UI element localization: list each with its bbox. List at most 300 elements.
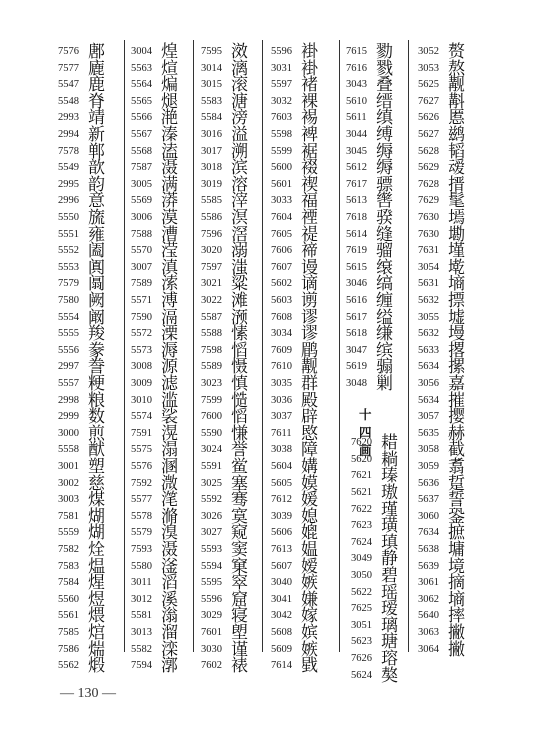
entry-number: 5632 xyxy=(418,328,439,340)
entry-number: 7591 xyxy=(131,427,152,439)
entry-character: 戮 xyxy=(376,58,393,79)
entry-number: 7590 xyxy=(131,311,152,323)
entry-character: 璈 xyxy=(381,483,398,503)
entry-number: 7606 xyxy=(271,245,292,257)
entry-character: 撂 xyxy=(448,340,465,361)
entry-character: 滟 xyxy=(161,108,178,129)
entry-number: 7624 xyxy=(351,536,372,548)
entry-character: 慆 xyxy=(231,407,248,428)
entry-character: 滍 xyxy=(231,257,248,278)
entry-character: 摧 xyxy=(448,390,465,411)
entry-character: 溽 xyxy=(161,340,178,361)
entry-number: 5606 xyxy=(271,527,292,539)
entry-character: 漷 xyxy=(161,656,178,677)
entry-number: 5555 xyxy=(58,328,79,340)
entry-number: 3008 xyxy=(131,361,152,373)
entry-number: 3006 xyxy=(131,212,152,223)
entry-character: 境 xyxy=(448,556,465,577)
entry-number: 7610 xyxy=(271,361,292,373)
entry-character: 瑧 xyxy=(381,466,398,487)
entry-number: 5575 xyxy=(131,444,152,456)
entry-character: 溱 xyxy=(161,125,178,145)
entry-character: 滉 xyxy=(161,423,178,444)
entry-number: 3035 xyxy=(271,378,292,389)
entry-number: 3041 xyxy=(271,593,292,605)
entry-number: 7604 xyxy=(271,212,292,223)
entry-number: 5558 xyxy=(58,444,79,456)
entry-character: 嫁 xyxy=(301,606,318,627)
entry-character: 鹚 xyxy=(448,125,465,145)
entry-number: 7628 xyxy=(418,178,439,190)
entry-number: 5608 xyxy=(271,627,292,638)
entry-number: 3050 xyxy=(351,570,372,581)
entry-character: 瑢 xyxy=(381,649,398,669)
entry-character: 阖 xyxy=(88,241,105,262)
entry-character: 墟 xyxy=(448,307,465,328)
entry-number: 5613 xyxy=(346,195,367,207)
entry-character: 誉 xyxy=(231,440,248,461)
entry-character: 搢 xyxy=(448,174,465,195)
entry-number: 5568 xyxy=(131,145,152,157)
entry-number: 3012 xyxy=(131,593,152,605)
entry-character: 誓 xyxy=(448,490,465,511)
entry-character: 鲎 xyxy=(231,457,248,477)
entry-number: 5571 xyxy=(131,295,152,306)
entry-number: 5548 xyxy=(58,95,79,107)
entry-character: 殿 xyxy=(301,390,318,411)
entry-number: 3051 xyxy=(351,619,372,631)
entry-number: 3007 xyxy=(131,261,152,273)
entry-character: 滇 xyxy=(161,257,178,278)
entry-character: 溜 xyxy=(161,623,178,643)
entry-character: 媾 xyxy=(301,457,318,477)
entry-character: 滤 xyxy=(161,374,178,394)
entry-number: 7589 xyxy=(131,278,152,290)
entry-number: 7625 xyxy=(351,603,372,615)
entry-character: 嫫 xyxy=(301,473,318,494)
entry-number: 7613 xyxy=(271,544,292,555)
entry-number: 3046 xyxy=(346,278,367,290)
entry-number: 3037 xyxy=(271,411,292,423)
entry-character: 煳 xyxy=(88,523,105,544)
entry-number: 7578 xyxy=(58,145,79,157)
entry-character: 溘 xyxy=(161,141,178,162)
entry-character: 漠 xyxy=(161,208,178,228)
entry-character: 静 xyxy=(381,549,398,570)
entry-character: 漓 xyxy=(231,58,248,79)
entry-character: 阘 xyxy=(88,274,105,295)
entry-character: 谫 xyxy=(301,291,318,311)
entry-character: 缢 xyxy=(376,307,393,328)
entry-number: 5610 xyxy=(346,95,367,107)
entry-number: 7614 xyxy=(271,660,292,672)
entry-character: 溥 xyxy=(161,291,178,311)
entry-character: 戥 xyxy=(301,656,318,677)
entry-number: 3033 xyxy=(271,195,292,207)
entry-character: 墐 xyxy=(448,241,465,262)
entry-character: 猷 xyxy=(88,440,105,461)
entry-character: 瑱 xyxy=(381,532,398,553)
entry-character: 滃 xyxy=(161,606,178,627)
entry-character: 溹 xyxy=(161,274,178,295)
entry-number: 3039 xyxy=(271,510,292,522)
entry-number: 7580 xyxy=(58,295,79,306)
entry-number: 3064 xyxy=(418,643,439,655)
entry-character: 辟 xyxy=(301,407,318,428)
entry-number: 5582 xyxy=(131,643,152,655)
entry-number: 3049 xyxy=(351,553,372,565)
entry-character: 禘 xyxy=(301,241,318,262)
entry-number: 5583 xyxy=(201,95,222,107)
entry-number: 5588 xyxy=(201,328,222,340)
entry-character: 斠 xyxy=(448,91,465,112)
entry-number: 3047 xyxy=(346,344,367,356)
entry-character: 骙 xyxy=(376,208,393,228)
entry-character: 慆 xyxy=(231,340,248,361)
entry-number: 5576 xyxy=(131,461,152,472)
entry-character: 缙 xyxy=(376,91,393,112)
entry-number: 7601 xyxy=(201,627,222,638)
entry-character: 粱 xyxy=(231,274,248,295)
entry-character: 缣 xyxy=(376,324,393,345)
entry-number: 7596 xyxy=(201,228,222,240)
entry-character: 媲 xyxy=(301,523,318,544)
entry-character: 骟 xyxy=(376,357,393,378)
entry-number: 5562 xyxy=(58,660,79,672)
entry-character: 煅 xyxy=(88,656,105,677)
entry-number: 7629 xyxy=(418,195,439,207)
entry-number: 5574 xyxy=(131,411,152,423)
entry-number: 5611 xyxy=(346,112,367,124)
entry-number: 7627 xyxy=(418,95,439,107)
entry-number: 5561 xyxy=(58,610,79,622)
entry-number: 7623 xyxy=(351,520,372,532)
entry-number: 2996 xyxy=(58,195,79,207)
entry-number: 7594 xyxy=(131,660,152,672)
entry-number: 7579 xyxy=(58,278,79,290)
entry-character: 滠 xyxy=(161,158,178,179)
entry-character: 璜 xyxy=(381,516,398,537)
entry-number: 7605 xyxy=(271,228,292,240)
entry-character: 韬 xyxy=(448,141,465,162)
entry-number: 7598 xyxy=(201,344,222,356)
entry-character: 墈 xyxy=(448,224,465,245)
entry-character: 滦 xyxy=(161,639,178,660)
entry-number: 5604 xyxy=(271,461,292,472)
entry-character: 阙 xyxy=(88,291,105,311)
entry-character: 煴 xyxy=(88,556,105,577)
entry-character: 截 xyxy=(448,440,465,461)
entry-character: 滧 xyxy=(231,42,248,62)
entry-number: 3030 xyxy=(201,643,222,655)
entry-character: 慈 xyxy=(88,473,105,494)
entry-number: 3063 xyxy=(418,627,439,638)
entry-character: 塞 xyxy=(231,473,248,494)
entry-character: 媪 xyxy=(301,540,318,560)
entry-number: 3036 xyxy=(271,394,292,406)
entry-character: 禊 xyxy=(301,174,318,195)
entry-number: 3040 xyxy=(271,577,292,589)
entry-number: 5624 xyxy=(351,669,372,681)
entry-character: 摽 xyxy=(448,291,465,311)
entry-character: 羧 xyxy=(88,324,105,345)
entry-number: 7615 xyxy=(346,46,367,57)
entry-number: 7619 xyxy=(346,245,367,257)
entry-number: 5591 xyxy=(201,461,222,472)
entry-character: 摞 xyxy=(448,357,465,378)
entry-character: 慑 xyxy=(231,357,248,378)
entry-number: 5620 xyxy=(351,453,372,465)
entry-number: 5573 xyxy=(131,344,152,356)
entry-number: 7609 xyxy=(271,344,292,356)
entry-character: 溏 xyxy=(231,91,248,112)
entry-number: 5600 xyxy=(271,162,292,174)
column-divider xyxy=(339,40,340,652)
entry-character: 豢 xyxy=(88,340,105,361)
entry-number: 3010 xyxy=(131,394,152,406)
entry-character: 寝 xyxy=(231,606,248,627)
entry-number: 3015 xyxy=(201,79,222,91)
entry-character: 窠 xyxy=(231,556,248,577)
entry-character: 煺 xyxy=(161,91,178,112)
entry-character: 粳 xyxy=(88,374,105,394)
entry-character: 滚 xyxy=(231,75,248,96)
entry-number: 5638 xyxy=(418,544,439,555)
entry-number: 5584 xyxy=(201,112,222,124)
entry-character: 煋 xyxy=(88,573,105,594)
entry-character: 叆 xyxy=(448,158,465,179)
entry-number: 5639 xyxy=(418,560,439,572)
entry-number: 7592 xyxy=(131,477,152,489)
entry-number: 7618 xyxy=(346,212,367,223)
entry-character: 滠 xyxy=(161,540,178,560)
entry-number: 5559 xyxy=(58,527,79,539)
entry-number: 3023 xyxy=(201,378,222,389)
entry-number: 3027 xyxy=(201,527,222,539)
entry-character: 旒 xyxy=(88,208,105,228)
entry-number: 5640 xyxy=(418,610,439,622)
entry-character: 溦 xyxy=(161,473,178,494)
entry-number: 3018 xyxy=(201,162,222,174)
entry-number: 3038 xyxy=(271,444,292,456)
entry-character: 滢 xyxy=(161,241,178,262)
entry-character: 瑾 xyxy=(381,499,398,520)
entry-number: 5552 xyxy=(58,245,79,257)
entry-character: 獒 xyxy=(381,665,398,686)
entry-number: 7617 xyxy=(346,178,367,190)
entry-character: 慊 xyxy=(231,423,248,444)
entry-character: 摭 xyxy=(448,523,465,544)
entry-number: 5581 xyxy=(131,610,152,622)
entry-character: 墒 xyxy=(448,589,465,610)
entry-number: 5580 xyxy=(131,560,152,572)
entry-character: 溟 xyxy=(231,208,248,228)
column-divider xyxy=(193,40,194,652)
entry-number: 7588 xyxy=(131,228,152,240)
entry-character: 窦 xyxy=(231,540,248,560)
section-heading: 十四画 xyxy=(359,407,375,459)
entry-character: 摔 xyxy=(448,606,465,627)
entry-number: 5629 xyxy=(418,162,439,174)
entry-number: 3056 xyxy=(418,378,439,389)
entry-character: 溻 xyxy=(161,440,178,461)
entry-character: 骝 xyxy=(376,241,393,262)
entry-character: 愍 xyxy=(301,423,318,444)
entry-character: 滏 xyxy=(161,556,178,577)
entry-number: 5614 xyxy=(346,228,367,240)
entry-character: 裱 xyxy=(231,656,248,677)
entry-number: 5622 xyxy=(351,586,372,598)
entry-character: 缤 xyxy=(376,340,393,361)
entry-character: 銎 xyxy=(448,506,465,527)
entry-number: 2993 xyxy=(58,112,79,124)
entry-character: 煨 xyxy=(88,606,105,627)
entry-number: 5598 xyxy=(271,129,292,140)
entry-number: 5578 xyxy=(131,510,152,522)
entry-number: 7597 xyxy=(201,261,222,273)
entry-character: 剿 xyxy=(376,374,393,394)
entry-character: 谬 xyxy=(301,324,318,345)
entry-number: 7612 xyxy=(271,494,292,506)
entry-number: 3024 xyxy=(201,444,222,456)
entry-character: 粮 xyxy=(88,390,105,411)
entry-number: 3055 xyxy=(418,311,439,323)
entry-number: 5596 xyxy=(201,593,222,605)
entry-character: 窥 xyxy=(231,523,248,544)
entry-number: 5631 xyxy=(418,278,439,290)
entry-number: 7630 xyxy=(418,212,439,223)
entry-number: 5627 xyxy=(418,129,439,140)
column-divider xyxy=(124,40,125,652)
entry-character: 裰 xyxy=(301,158,318,179)
entry-number: 2998 xyxy=(58,394,79,406)
entry-character: 数 xyxy=(88,407,105,428)
entry-character: 缚 xyxy=(376,125,393,145)
entry-character: 阗 xyxy=(88,257,105,278)
entry-number: 5563 xyxy=(131,62,152,74)
entry-character: 裼 xyxy=(301,108,318,129)
entry-number: 7603 xyxy=(271,112,292,124)
entry-character: 寞 xyxy=(231,506,248,527)
entry-character: 褂 xyxy=(301,42,318,62)
entry-number: 3001 xyxy=(58,461,79,472)
entry-number: 7602 xyxy=(201,660,222,672)
entry-character: 慎 xyxy=(231,374,248,394)
entry-number: 2997 xyxy=(58,361,79,373)
entry-number: 5619 xyxy=(346,361,367,373)
entry-number: 5597 xyxy=(271,79,292,91)
entry-character: 滔 xyxy=(161,573,178,594)
entry-number: 5617 xyxy=(346,311,367,323)
entry-character: 煸 xyxy=(161,75,178,96)
entry-character: 璃 xyxy=(381,615,398,636)
entry-character: 溯 xyxy=(231,141,248,162)
entry-number: 3059 xyxy=(418,461,439,472)
entry-character: 靖 xyxy=(88,108,105,129)
entry-number: 5605 xyxy=(271,477,292,489)
entry-number: 5602 xyxy=(271,278,292,290)
entry-number: 2995 xyxy=(58,178,79,190)
entry-character: 煓 xyxy=(88,639,105,660)
entry-number: 3017 xyxy=(201,145,222,157)
entry-character: 烇 xyxy=(88,540,105,560)
entry-character: 墕 xyxy=(448,208,465,228)
entry-number: 3032 xyxy=(271,95,292,107)
entry-number: 5569 xyxy=(131,195,152,207)
entry-character: 新 xyxy=(88,125,105,145)
entry-character: 禔 xyxy=(301,224,318,245)
entry-character: 嫔 xyxy=(301,623,318,643)
entry-character: 溶 xyxy=(231,174,248,195)
entry-character: 滗 xyxy=(161,490,178,511)
entry-number: 7622 xyxy=(351,503,372,515)
entry-character: 墒 xyxy=(448,274,465,295)
entry-character: 溴 xyxy=(161,523,178,544)
entry-number: 5594 xyxy=(201,560,222,572)
entry-character: 溪 xyxy=(161,589,178,610)
entry-character: 耤 xyxy=(381,433,398,454)
entry-character: 窟 xyxy=(231,589,248,610)
entry-number: 5601 xyxy=(271,178,292,190)
entry-number: 3048 xyxy=(346,378,367,389)
entry-character: 撇 xyxy=(448,623,465,643)
entry-number: 5549 xyxy=(58,162,79,174)
entry-character: 滆 xyxy=(161,307,178,328)
page-number: — 130 — xyxy=(60,686,116,701)
entry-number: 5553 xyxy=(58,261,79,273)
entry-character: 墘 xyxy=(448,257,465,278)
entry-character: 意 xyxy=(88,191,105,212)
entry-number: 3011 xyxy=(131,577,152,589)
entry-character: 瑶 xyxy=(381,582,398,603)
entry-number: 5626 xyxy=(418,112,439,124)
entry-character: 觏 xyxy=(301,357,318,378)
entry-number: 3003 xyxy=(58,494,79,506)
entry-number: 7595 xyxy=(201,46,222,57)
entry-character: 赫 xyxy=(448,423,465,444)
entry-character: 嫉 xyxy=(301,639,318,660)
entry-number: 5612 xyxy=(346,162,367,174)
entry-number: 5609 xyxy=(271,643,292,655)
entry-number: 5585 xyxy=(201,195,222,207)
entry-number: 3022 xyxy=(201,295,222,306)
column-divider xyxy=(408,40,409,652)
entry-number: 3052 xyxy=(418,46,439,57)
entry-number: 5637 xyxy=(418,494,439,506)
entry-character: 翥 xyxy=(448,457,465,477)
entry-character: 缞 xyxy=(376,257,393,278)
entry-number: 5566 xyxy=(131,112,152,124)
column-divider xyxy=(262,40,263,652)
entry-character: 撄 xyxy=(448,407,465,428)
entry-character: 褚 xyxy=(301,75,318,96)
entry-number: 3004 xyxy=(131,46,152,57)
entry-number: 7620 xyxy=(351,437,372,449)
entry-character: 韵 xyxy=(88,174,105,195)
entry-character: 墉 xyxy=(448,540,465,560)
entry-character: 嫉 xyxy=(301,573,318,594)
entry-number: 3000 xyxy=(58,427,79,439)
entry-number: 3029 xyxy=(201,610,222,622)
entry-number: 5636 xyxy=(418,477,439,489)
entry-number: 5593 xyxy=(201,544,222,555)
entry-character: 摘 xyxy=(448,573,465,594)
entry-number: 7576 xyxy=(58,46,79,57)
entry-number: 5586 xyxy=(201,212,222,223)
entry-character: 滥 xyxy=(161,390,178,411)
entry-number: 3043 xyxy=(346,79,367,91)
entry-number: 3009 xyxy=(131,378,152,389)
